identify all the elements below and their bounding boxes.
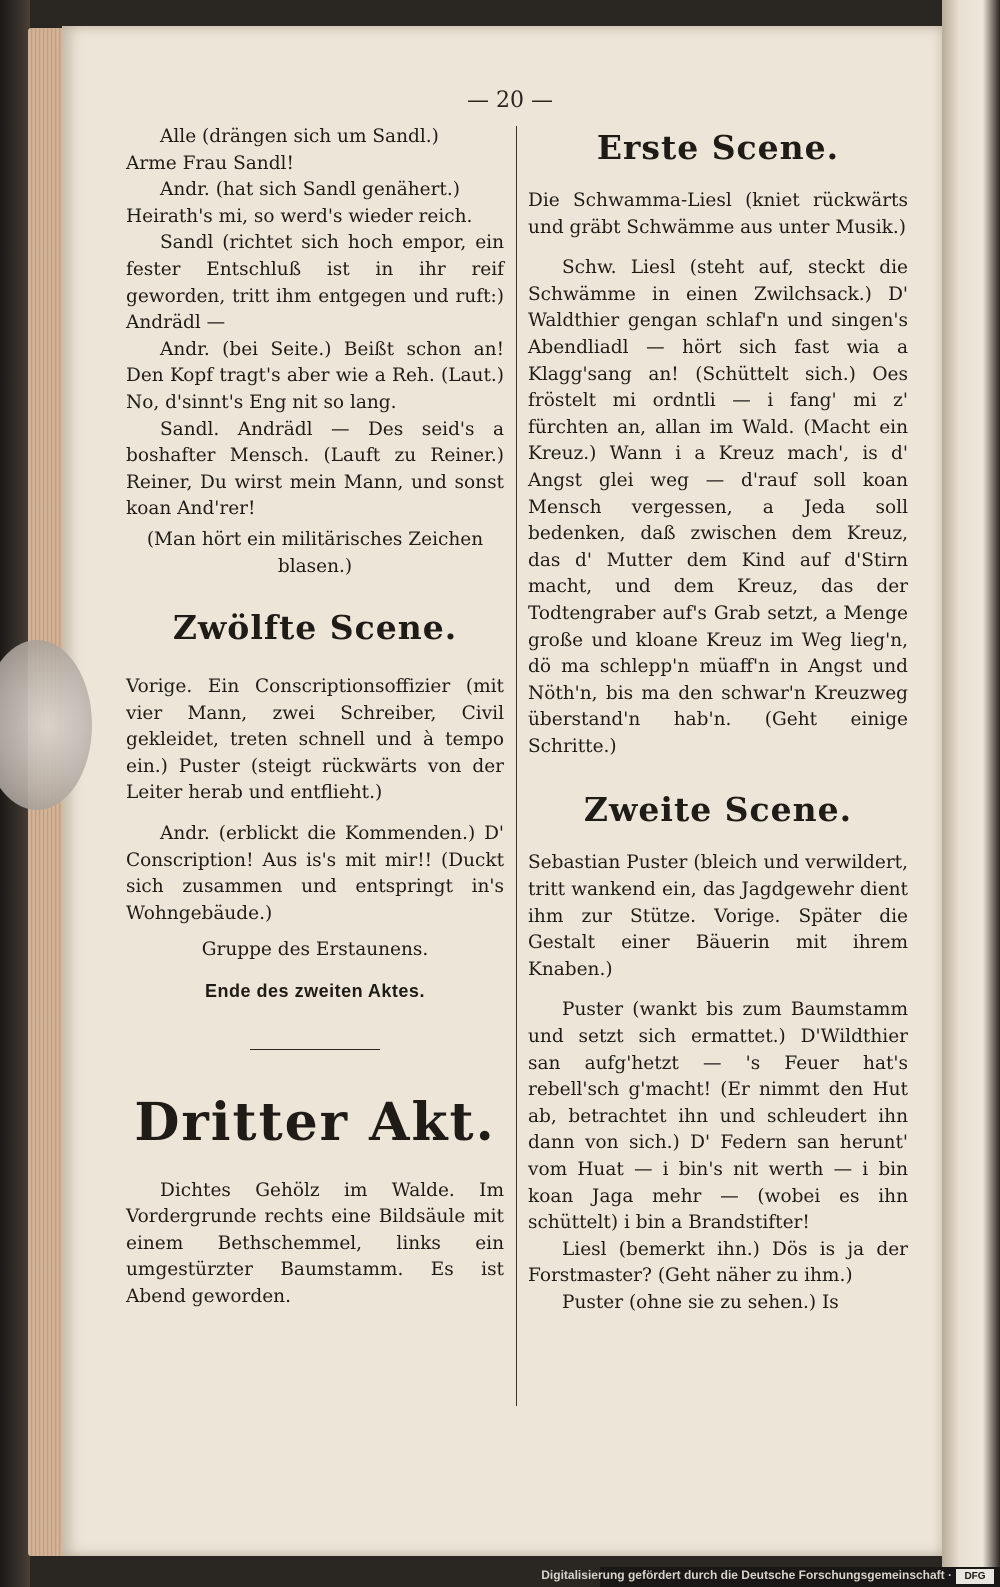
setting-description: Dichtes Gehölz im Walde. Im Vordergrunde rechts eine Bildsäule mit einem Bethschemmel, links ein umgestürzter Baumstamm. Es ist Abend geworden. — [126, 1179, 504, 1307]
speech-paragraph: Schw. Liesl (steht auf, steckt die Schwämme in einen Zwilchsack.) D' Waldthier gengan schlaf'n und singen's Abendliadl — hört sich fast wia a Klagg'sang an! (Schüttelt sich.) Oes fröstelt mi ordntli — i fang' mi z' fürchten an, allan im Wald. (Macht ein Kreuz.) Wann i a Kreuz mach', is d' Angst glei weg — d'rauf soll koan Mensch vergessen, a Jeda soll bedenken, daß zwischen dem Kreuz, das d' Mutter dem Kind auf d'Stirn macht, und dem Kreuz, das der Todtengraber auf's Grab setzt, a Menge große und kloane Kreuz im Weg lieg'n, dö ma schlepp'n müaff'n in Angst und Nöth'n, bis ma den schwar'n Kreuzweg überstand'n hab'n. (Geht einige Schritte.) — [528, 257, 908, 757]
stage-direction: Gruppe des Erstaunens. — [201, 939, 429, 961]
left-column — [126, 124, 504, 1311]
speech-line: Andr. (hat sich Sandl genähert.) — [160, 179, 460, 201]
speech-paragraph: Puster (ohne sie zu sehen.) Is — [562, 1291, 839, 1313]
column-divider — [516, 126, 517, 1406]
right-column — [528, 124, 908, 1317]
speech-paragraph: Sandl. Andrädl — Des seid's a boshafter Mensch. (Lauft zu Reiner.) Reiner, Du wirst mein Mann, und sonst koan And'rer! — [126, 418, 504, 520]
scene-heading: Zweite Scene. — [583, 790, 853, 830]
digitization-credit: Digitalisierung gefördert durch die Deutsche Forschungsgemeinschaft · — [541, 1568, 952, 1582]
scene-heading: Erste Scene. — [596, 128, 840, 167]
speech-paragraph: Puster (wankt bis zum Baumstamm und setzt sich ermattet.) D'Wildthier san aufg'hetzt — 's Feuer hat's rebell'sch g'macht! (Er nimmt den Hut ab, betrachtet ihn und schleudert ihn dann von sich.) D' Federn san herunt' vom Huat — i bin's nit werth — i bin koan Jaga mehr — (wobei es ihn schüttelt) i bin a Brandstifter! — [528, 999, 908, 1234]
page-number: — 20 — — [467, 88, 553, 113]
separator-rule — [250, 1049, 380, 1050]
speech-paragraph: Andr. (erblickt die Kommenden.) D' Conscription! Aus is's mit mir!! (Duckt sich zusammen und entspringt in's Wohngebäude.) — [126, 823, 504, 924]
speech-paragraph: Liesl (bemerkt ihn.) Dös is ja der Forstmaster? (Geht näher zu ihm.) — [528, 1238, 908, 1287]
speech-line: Heirath's mi, so werd's wieder reich. — [126, 205, 473, 227]
act-end: Ende des zweiten Aktes. — [205, 981, 425, 1002]
stage-direction: Die Schwamma-Liesl (kniet rückwärts und gräbt Schwämme aus unter Musik.) — [528, 190, 908, 238]
facing-page-edge — [942, 0, 1000, 1587]
dfg-logo: DFG — [956, 1569, 994, 1584]
speech-paragraph: Vorige. Ein Conscriptionsoffizier (mit vier Mann, zwei Schreiber, Civil gekleidet, treten schnell und à tempo ein.) Puster (steigt rückwärts von der Leiter herab und entflieht.) — [126, 676, 504, 804]
stage-direction: (Man hört ein militärisches Zeichen blasen.) — [146, 528, 484, 577]
stage-direction: Sebastian Puster (bleich und verwildert, tritt wankend ein, das Jagdgewehr dient ihm zur Stütze. Vorige. Später die Gestalt einer Bäuerin mit ihrem Knaben.) — [528, 852, 908, 980]
scene-heading: Zwölfte Scene. — [172, 608, 458, 648]
act-heading: Dritter Akt. — [134, 1091, 496, 1153]
speech-paragraph: Andr. (bei Seite.) Beißt schon an! Den Kopf tragt's aber wie a Reh. (Laut.) No, d'sinnt's Eng nit so lang. — [126, 338, 504, 413]
speech-line: Alle (drängen sich um Sandl.) — [160, 126, 439, 147]
speech-line: Arme Frau Sandl! — [126, 152, 294, 174]
speech-paragraph: Sandl (richtet sich hoch empor, ein fester Entschluß ist in ihr reif geworden, tritt ihm entgegen und ruft:) Andrädl — — [126, 232, 504, 334]
